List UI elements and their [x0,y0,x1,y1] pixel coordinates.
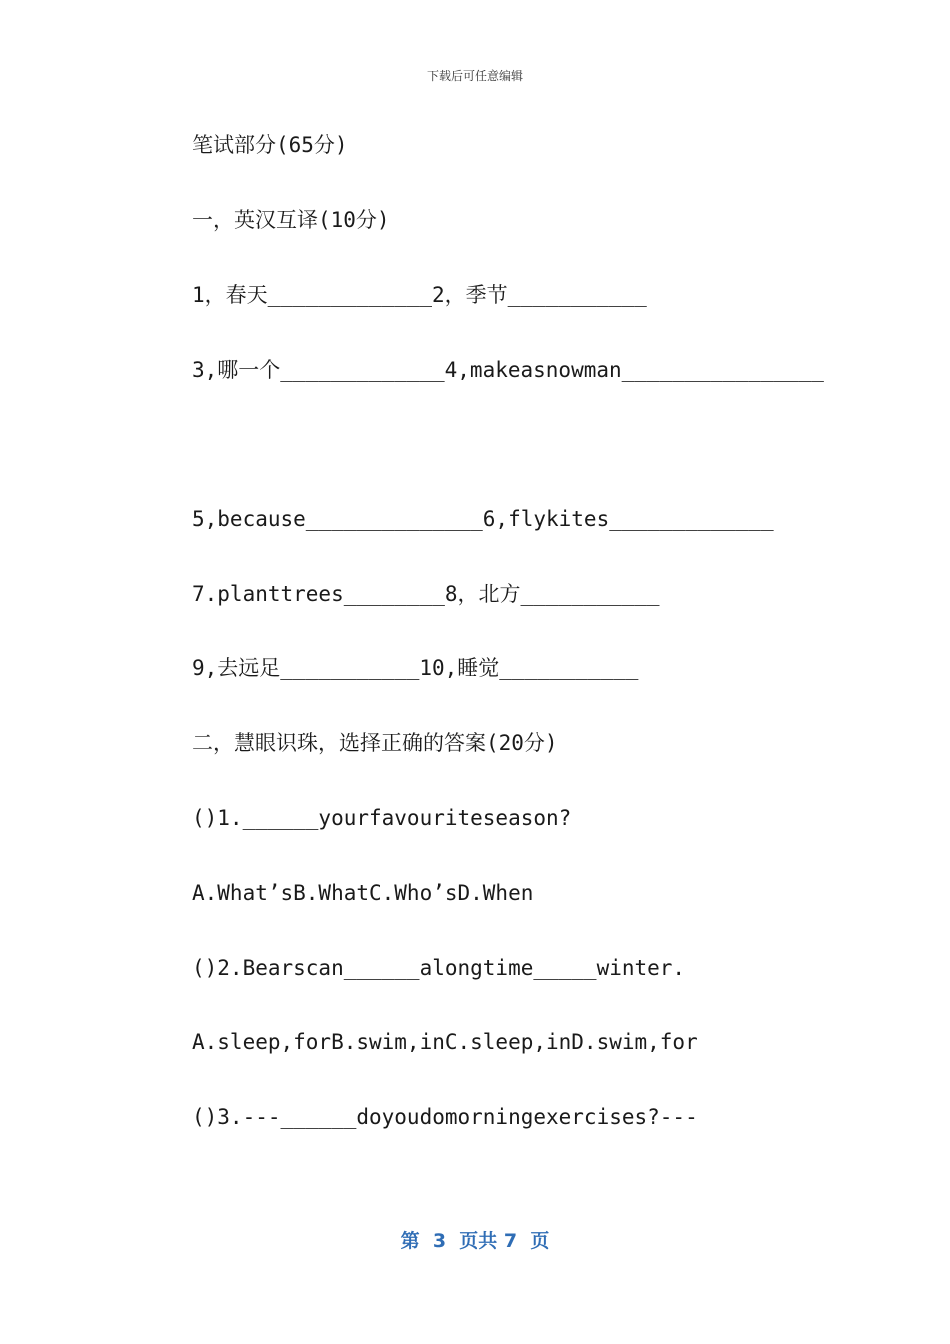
section-title-written-test: 笔试部分(65分) [192,133,348,157]
question-line-1-2: 1，春天_____________2，季节___________ [192,283,647,307]
question-line-9-10: 9,去远足___________10,睡觉___________ [192,656,639,680]
choice-options-2: A.sleep,forB.swim,inC.sleep,inD.swim,for [192,1030,698,1054]
choice-question-2: ()2.Bearscan______alongtime_____winter. [192,956,686,980]
page-header: 下载后可任意编辑 [426,69,523,83]
question-line-3-4: 3,哪一个_____________4,makeasnowman________________ [192,358,824,382]
choice-options-1: A.What’sB.WhatC.Who’sD.When [192,881,534,905]
page-number-footer: 第 3 页共 7 页 [400,1230,550,1252]
question-line-5-6: 5,because______________6,flykites_____________ [192,507,774,531]
question-line-7-8: 7.planttrees________8，北方___________ [192,582,660,606]
choice-question-1: ()1.______yourfavouriteseason? [192,806,572,830]
section-heading-choice: 二，慧眼识珠，选择正确的答案(20分) [192,731,558,755]
choice-question-3: ()3.---______doyoudomorningexercises?--- [192,1105,698,1129]
section-heading-translation: 一，英汉互译(10分) [192,208,390,232]
